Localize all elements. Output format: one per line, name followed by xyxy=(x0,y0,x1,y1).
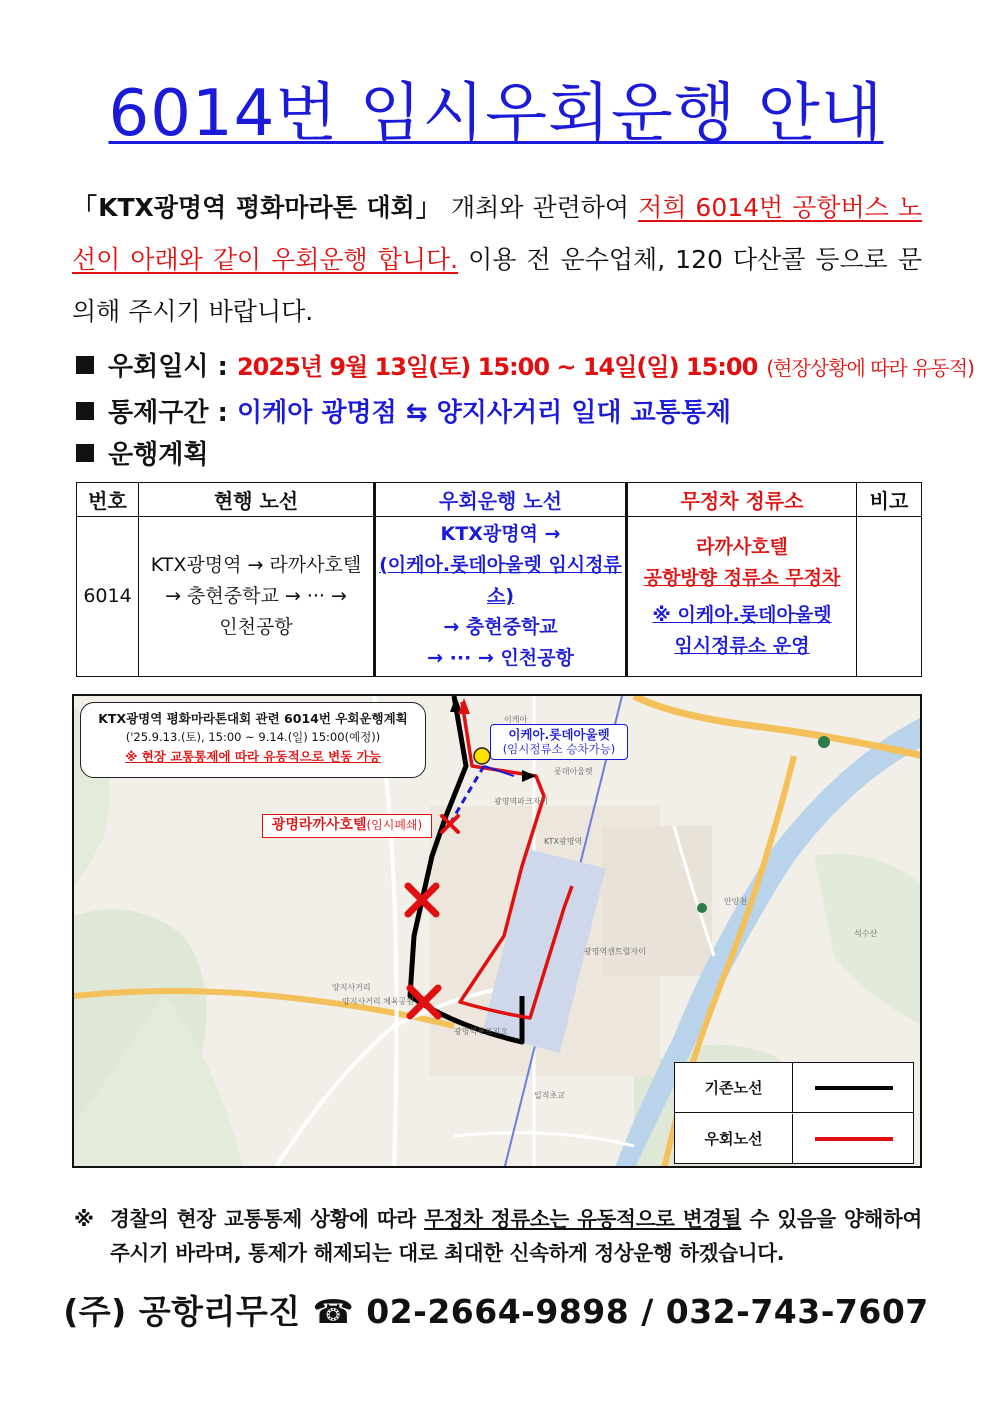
temporary-stop-name: 이케아.롯데아울렛 xyxy=(508,727,610,742)
map-place-label: 안양천 xyxy=(724,897,748,906)
header-remark: 비고 xyxy=(857,483,922,517)
cell-nonstop xyxy=(627,517,857,677)
cell-remark xyxy=(857,517,922,677)
route-map xyxy=(72,694,922,1168)
nonstop-line-2: 공항방향 정류소 무정차 xyxy=(643,566,841,589)
detour-line-4: → ··· → 인천공항 xyxy=(427,647,574,669)
intro-text-1: 개최와 관련하여 xyxy=(441,193,639,222)
section-value: 이케아 광명점 ⇆ 양지사거리 일대 교통통제 xyxy=(236,398,732,428)
schedule-line xyxy=(76,346,974,383)
map-place-label: 양지사거리 xyxy=(332,983,371,992)
map-place-label: 일직초교 xyxy=(534,1091,565,1100)
plan-label: 운행계획 xyxy=(108,440,209,470)
contact-line: (주) 공항리무진 ☎ 02-2664-9898 / 032-743-7607 xyxy=(63,1292,929,1331)
legend-label-detour: 우회노선 xyxy=(675,1114,793,1164)
table-header-row xyxy=(77,483,922,517)
intro-text-2: 이용 전 운수업체, 120 다산콜 등으로 문의해 주시기 바랍니다. xyxy=(72,245,922,326)
notice-text-1: 경찰의 현장 교통통제 상황에 따라 xyxy=(110,1207,425,1231)
map-place-label: KTX광명역 xyxy=(544,837,583,846)
map-place-label: 이케아 xyxy=(504,715,528,724)
plan-table xyxy=(76,482,922,677)
temporary-stop-sub: (임시정류소 승차가능) xyxy=(502,742,616,756)
map-place-label: 광명역센트럴자이 xyxy=(584,947,646,956)
section-line xyxy=(76,392,731,429)
current-line-1: KTX광명역 → 라까사호텔 xyxy=(150,554,362,576)
nonstop-line-4: 임시정류소 운영 xyxy=(674,634,810,657)
map-box-title: KTX광명역 평화마라톤대회 관련 6014번 우회운행계획 xyxy=(98,711,408,726)
closed-stop-label xyxy=(262,814,432,838)
notice-underlined: 무정차 정류소는 유동적으로 변경될 xyxy=(424,1207,742,1231)
map-place-label: 양지사거리 체육공원 xyxy=(342,997,415,1006)
map-place-label: 광명역파크자이 xyxy=(494,797,549,806)
legend-line-existing xyxy=(815,1086,893,1090)
map-info-box xyxy=(80,702,426,778)
schedule-label: 우회일시 : xyxy=(108,352,228,382)
schedule-value: 2025년 9월 13일(토) 15:00 ~ 14일(일) 15:00 xyxy=(236,353,758,381)
section-label: 통제구간 : xyxy=(108,398,228,428)
notice-body xyxy=(74,1202,922,1270)
map-place-label: 롯데아울렛 xyxy=(554,767,593,776)
square-bullet-icon xyxy=(76,356,94,374)
legend-line-detour xyxy=(815,1137,893,1141)
notice xyxy=(74,1202,922,1270)
legend-row-detour xyxy=(675,1114,913,1164)
table-row xyxy=(77,517,922,677)
plan-line xyxy=(76,434,208,471)
map-box-period: ('25.9.13.(토), 15:00 ~ 9.14.(일) 15:00(예정)) xyxy=(125,730,381,744)
detour-line-2: (이케아.롯데아울렛 임시정류소) xyxy=(379,554,622,607)
header-detour: 우회운행 노선 xyxy=(375,483,627,517)
map-place-label: 광명역푸르지오 xyxy=(454,1027,509,1036)
map-place-label: 석수산 xyxy=(854,929,878,938)
temporary-stop-label xyxy=(490,724,628,760)
notice-text-2: 수 있음을 양해하여 주시기 바라며, 통제가 해제되는 대로 최대한 신속하게 정상운행 하겠습니다. xyxy=(110,1207,922,1265)
page-title: 6014번 임시우회운행 안내 xyxy=(108,77,884,151)
legend-row-existing xyxy=(675,1063,913,1113)
current-line-3: 인천공항 xyxy=(219,616,293,638)
square-bullet-icon xyxy=(76,402,94,420)
intro-paragraph xyxy=(72,182,922,338)
schedule-note: (현장상황에 따라 유동적) xyxy=(766,356,974,380)
cell-current xyxy=(139,517,375,677)
current-line-2: → 충현중학교 → ··· → xyxy=(165,585,347,607)
legend-label-existing: 기존노선 xyxy=(675,1063,793,1113)
map-legend xyxy=(674,1062,914,1164)
notice-mark: ※ xyxy=(74,1207,94,1231)
header-nonstop: 무정차 정류소 xyxy=(627,483,857,517)
event-name: 「KTX광명역 평화마라톤 대회」 xyxy=(72,193,442,222)
detour-line-3: → 충현중학교 xyxy=(443,616,558,638)
closed-stop-sub: (임시폐쇄) xyxy=(366,818,423,832)
header-number: 번호 xyxy=(77,483,139,517)
square-bullet-icon xyxy=(76,444,94,462)
nonstop-line-1: 라까사호텔 xyxy=(696,535,788,558)
header-current: 현행 노선 xyxy=(139,483,375,517)
nonstop-line-3: ※ 이케아.롯데아울렛 xyxy=(652,603,832,626)
cell-detour xyxy=(375,517,627,677)
closed-stop-name: 광명라까사호텔 xyxy=(271,817,367,833)
map-box-note: ※ 현장 교통통제에 따라 유동적으로 변동 가능 xyxy=(125,749,381,764)
cell-number: 6014 xyxy=(77,517,139,677)
detour-line-1: KTX광명역 → xyxy=(440,523,561,545)
detour-highlight: 저희 6014번 공항버스 노선이 아래와 같이 우회운행 합니다. xyxy=(72,193,922,274)
